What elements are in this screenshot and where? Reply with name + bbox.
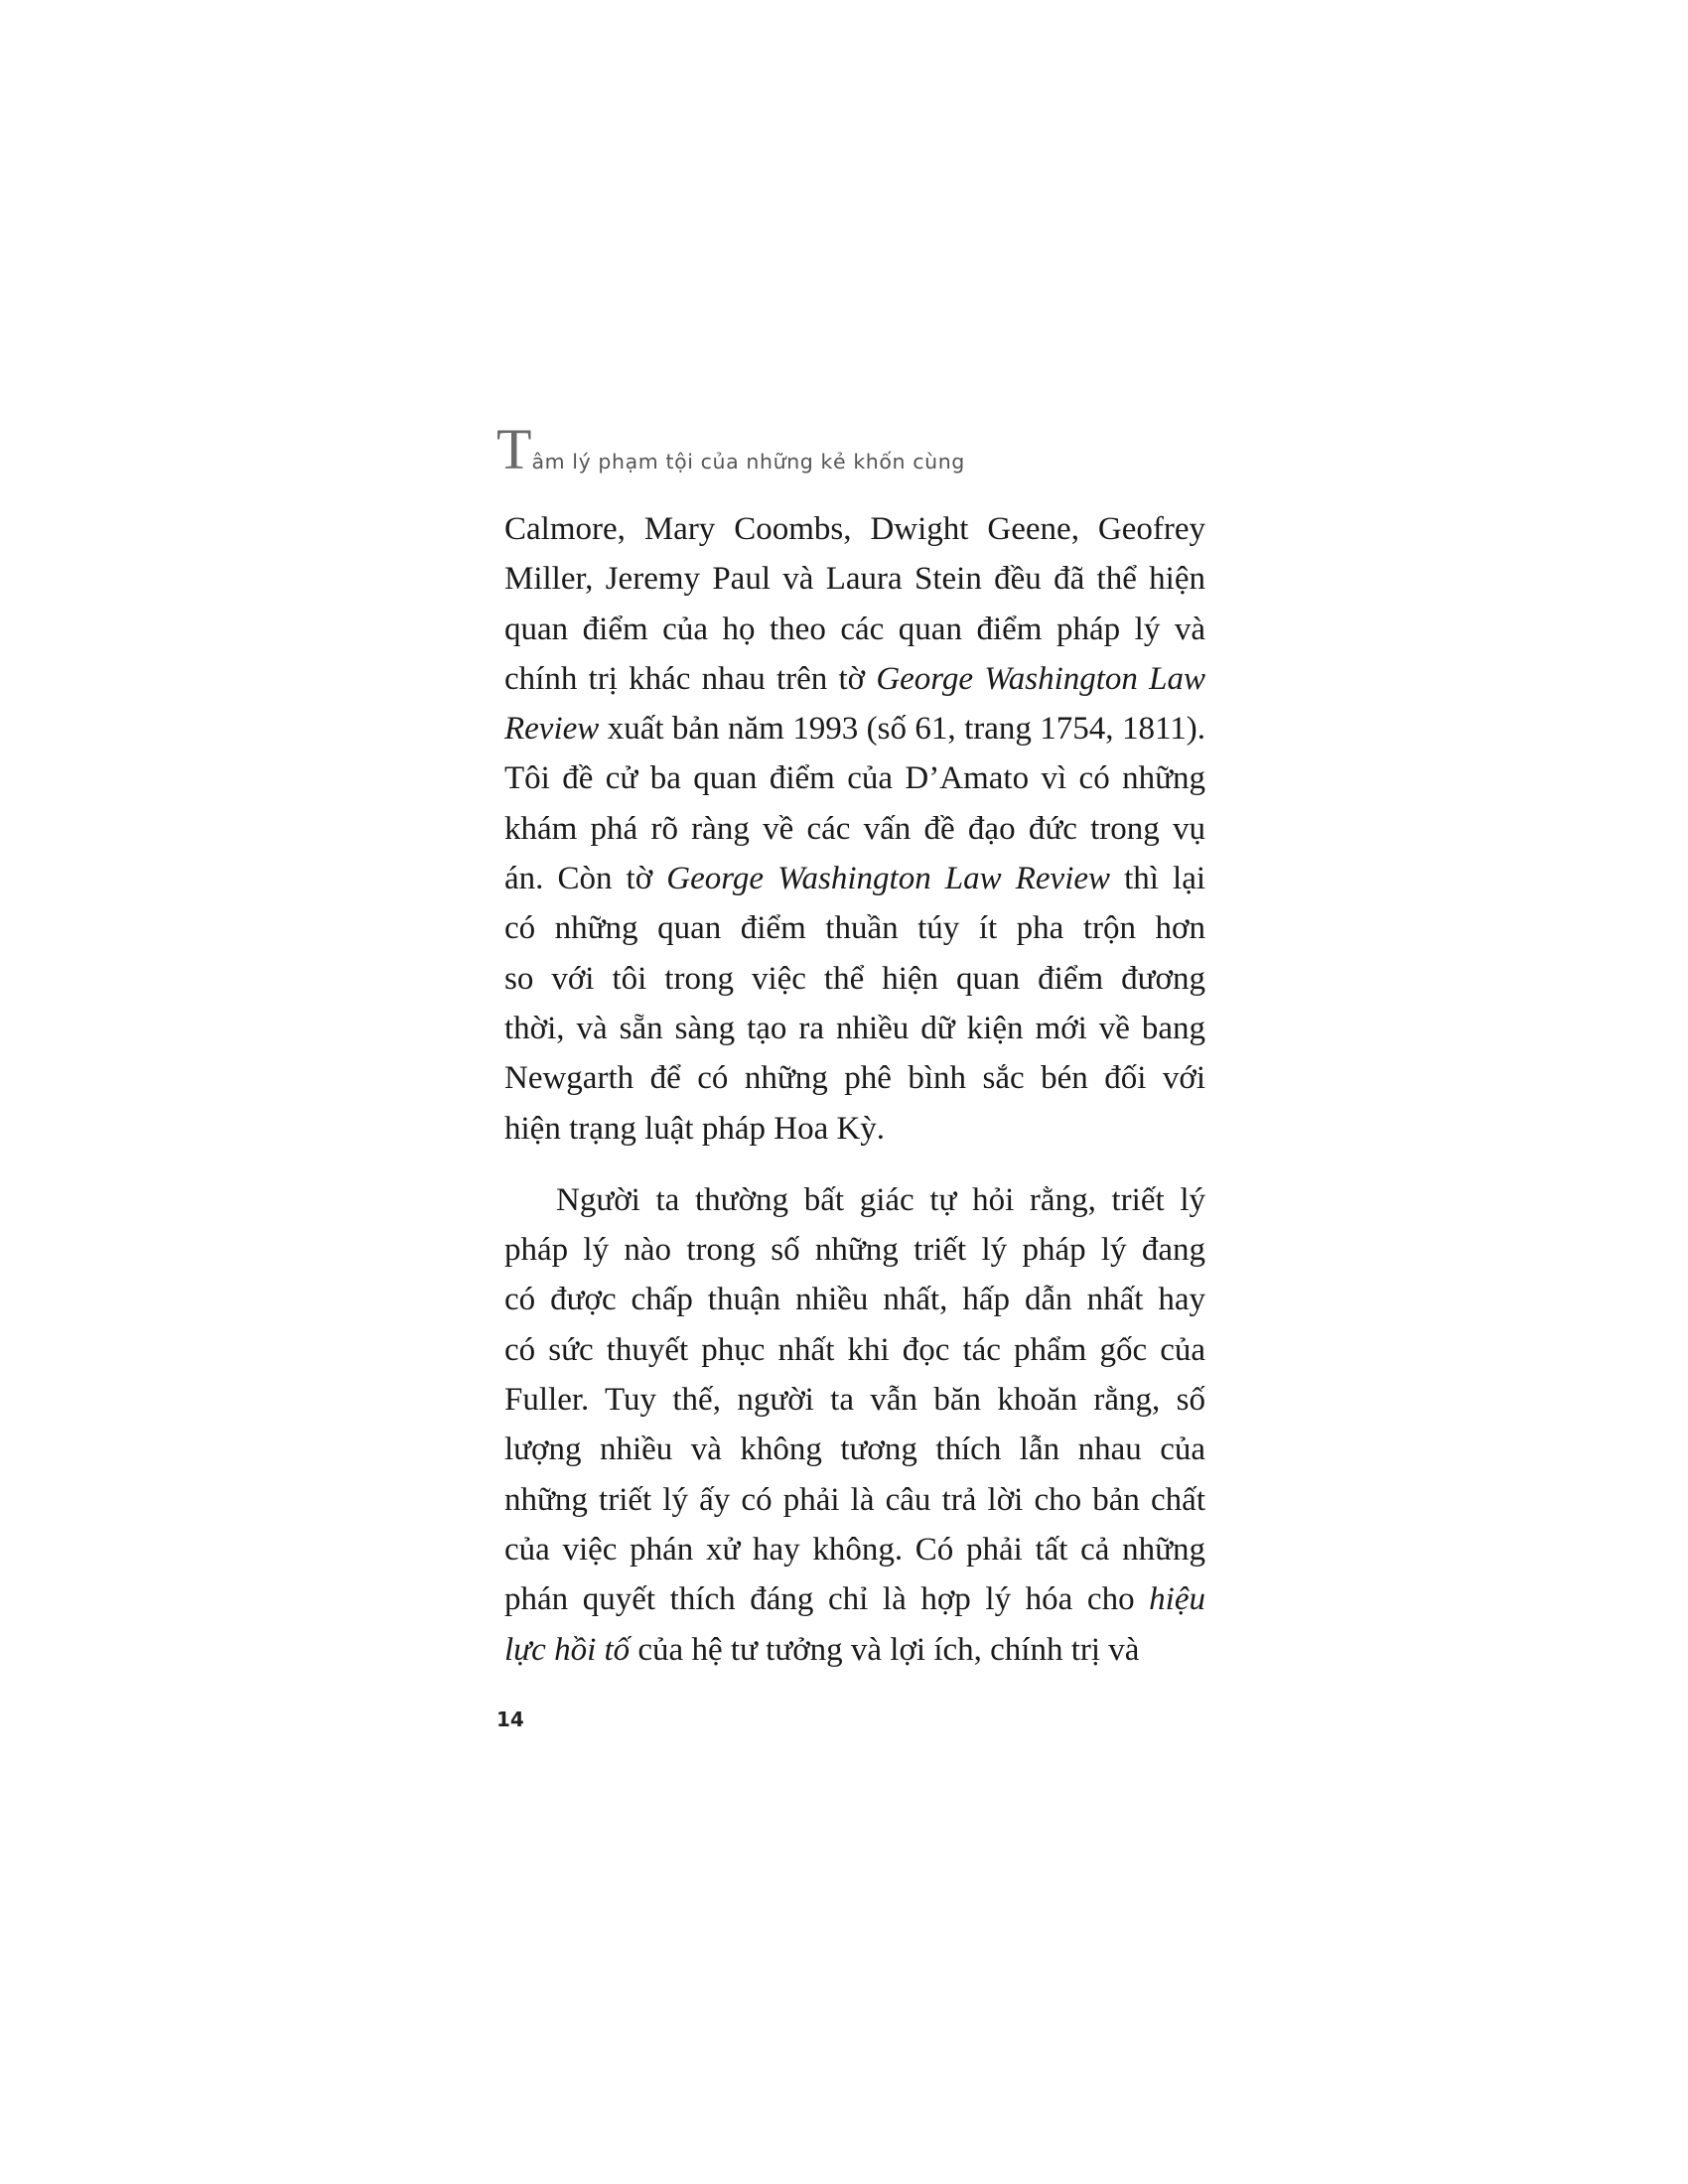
text-line: có được chấp thuận nhiều nhất, hấp dẫn nhất hay [504, 1282, 1205, 1318]
text-line: những triết lý ấy có phải là câu trả lời cho bản chất [504, 1481, 1205, 1518]
text-line: án. Còn tờ George Washington Law Review thì lại [504, 861, 1206, 897]
page-number: 14 [496, 1707, 524, 1731]
text-line: Fuller. Tuy thế, người ta vẫn băn khoăn rằng, số [504, 1382, 1205, 1419]
italic-text: George Washington Law [876, 660, 1205, 697]
italic-text: hiệu [1149, 1581, 1205, 1618]
text-line: Calmore, Mary Coombs, Dwight Geene, Geofrey [504, 511, 1205, 547]
body-paragraph [504, 504, 1205, 1154]
italic-text: George Washington Law Review [666, 861, 1111, 897]
text-line: pháp lý nào trong số những triết lý pháp lý đang [504, 1232, 1205, 1269]
header-title: âm lý phạm tội của những kẻ khốn cùng [531, 450, 965, 474]
text-line: thời, và sẵn sàng tạo ra nhiều dữ kiện mới về bang [504, 1010, 1205, 1046]
page-body [504, 504, 1205, 1675]
italic-text: Review [504, 711, 600, 748]
text-line: lượng nhiều và không tương thích lẫn nhau của [504, 1432, 1205, 1468]
text-line: có những quan điểm thuần túy ít pha trộn hơn [504, 910, 1205, 947]
body-paragraph [504, 1175, 1205, 1675]
text-line: chính trị khác nhau trên tờ George Washington Law [504, 660, 1205, 697]
running-header [496, 417, 1211, 481]
header-initial: T [496, 417, 532, 481]
text-line: Tôi đề cử ba quan điểm của D’Amato vì có những [504, 760, 1205, 797]
text-line: quan điểm của họ theo các quan điểm pháp lý và [504, 611, 1205, 647]
text-line: Review xuất bản năm 1993 (số 61, trang 1754, 1811). [504, 711, 1205, 748]
text-line: Miller, Jeremy Paul và Laura Stein đều đã thể hiện [504, 561, 1205, 598]
text-line: so với tôi trong việc thể hiện quan điểm đương [504, 960, 1205, 997]
text-line: phán quyết thích đáng chỉ là hợp lý hóa cho hiệu [504, 1581, 1205, 1618]
text-line: có sức thuyết phục nhất khi đọc tác phẩm gốc của [504, 1331, 1205, 1368]
text-line: Newgarth để có những phê bình sắc bén đối với [504, 1060, 1205, 1097]
text-line: Người ta thường bất giác tự hỏi rằng, triết lý [556, 1181, 1205, 1218]
text-line: lực hồi tố của hệ tư tưởng và lợi ích, chính trị và [504, 1631, 1140, 1668]
italic-text: lực hồi tố [504, 1631, 631, 1668]
text-line: của việc phán xử hay không. Có phải tất cả những [504, 1531, 1205, 1568]
text-line: hiện trạng luật pháp Hoa Kỳ. [504, 1110, 886, 1147]
text-line: khám phá rõ ràng về các vấn đề đạo đức trong vụ [504, 810, 1205, 847]
